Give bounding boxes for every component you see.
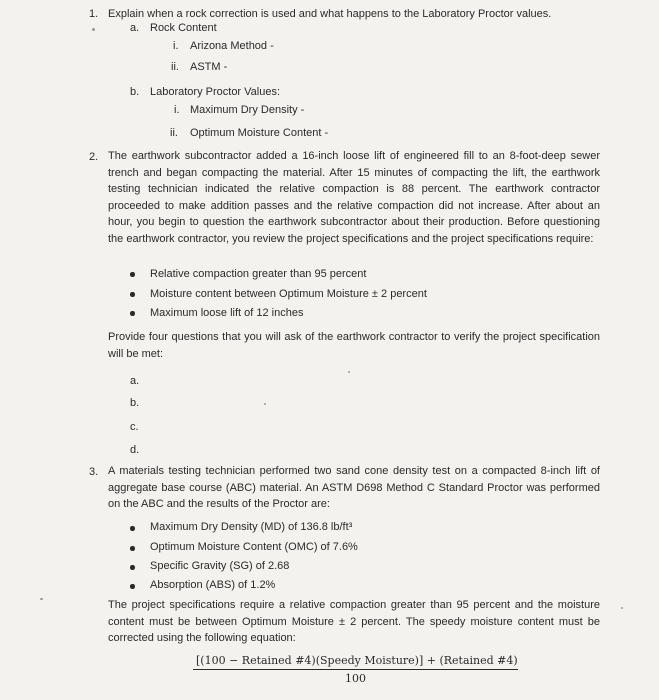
q3-bullet-dot [130,565,135,570]
scan-speck [92,28,95,31]
q1-a-ii-text: ASTM - [190,61,228,73]
q2-prompt: Provide four questions that you will ask of the earthwork contractor to verify the project specification will be met: [108,331,600,360]
q1-a-ii-label: ii. [171,61,179,73]
equation-numerator: [(100 − Retained #4)(Speedy Moisture)] + (Retained #4) [196,654,518,667]
equation-fraction-bar [193,669,518,670]
q1-b-i-text: Maximum Dry Density - [190,104,305,116]
q3-number: 3. [89,466,99,478]
q3-bullet-dot [130,546,135,551]
q2-bullet-dot [130,311,135,316]
q2-bullet-dot [130,292,135,297]
q1-a-i-label: i. [173,40,179,52]
q2-answer-a: a. [130,375,140,387]
q3-paragraph: A materials testing technician performed two sand cone density test on a compacted 8-inch lift of aggregate base course (ABC) material. An ASTM D698 Method C Standard Proctor was performed on the ABC and the results of the Proctor are: [108,465,600,511]
q2-answer-c: c. [130,421,139,433]
q2-bullet-2: Moisture content between Optimum Moisture ± 2 percent [150,288,427,300]
q3-bullet-1: Maximum Dry Density (MD) of 136.8 lb/ft³ [150,521,353,533]
q3-bullet-3: Specific Gravity (SG) of 2.68 [150,560,290,572]
scan-speck [348,371,350,373]
scan-speck [40,598,43,600]
q2-answer-b: b. [130,397,140,409]
q1-text: Explain when a rock correction is used and what happens to the Laboratory Proctor values. [108,8,552,20]
equation-denominator: 100 [345,672,366,685]
q1-a-text: Rock Content [150,22,217,34]
scan-speck [621,607,623,609]
q2-answer-d: d. [130,444,140,456]
q1-b-ii-label: ii. [170,127,178,139]
q3-paragraph-2: The project specifications require a relative compaction greater than 95 percent and the moisture content must be between Optimum Moisture ± 2 percent. The speedy moisture content must be corrected using the following equation: [108,599,600,645]
q3-bullet-dot [130,526,135,531]
q1-b-ii-text: Optimum Moisture Content - [190,127,329,139]
q3-bullet-dot [130,584,135,589]
q1-a-label: a. [130,22,140,34]
q2-number: 2. [89,151,99,163]
q1-number: 1. [89,8,99,20]
q2-paragraph: The earthwork subcontractor added a 16-inch loose lift of engineered fill to an 8-foot-deep sewer trench and began compacting the material. After 15 minutes of compacting the lift, the earthwork testing technician indicated the relative compaction is 88 percent. The earthwork contractor proceeded to make addition passes and the relative compaction did not increase. After about an hour, you begin to question the earthwork subcontractor about their production. Before questioning the earthwork contractor, you review the project specifications and the project specifications require: [108,150,600,245]
scan-speck [264,403,266,405]
q2-bullet-dot [130,272,135,277]
q1-b-text: Laboratory Proctor Values: [150,86,281,98]
q1-b-label: b. [130,86,140,98]
q3-bullet-4: Absorption (ABS) of 1.2% [150,579,276,591]
q1-b-i-label: i. [174,104,180,116]
q2-bullet-3: Maximum loose lift of 12 inches [150,307,304,319]
q1-a-i-text: Arizona Method - [190,40,274,52]
q2-bullet-1: Relative compaction greater than 95 percent [150,268,367,280]
q3-bullet-2: Optimum Moisture Content (OMC) of 7.6% [150,541,358,553]
